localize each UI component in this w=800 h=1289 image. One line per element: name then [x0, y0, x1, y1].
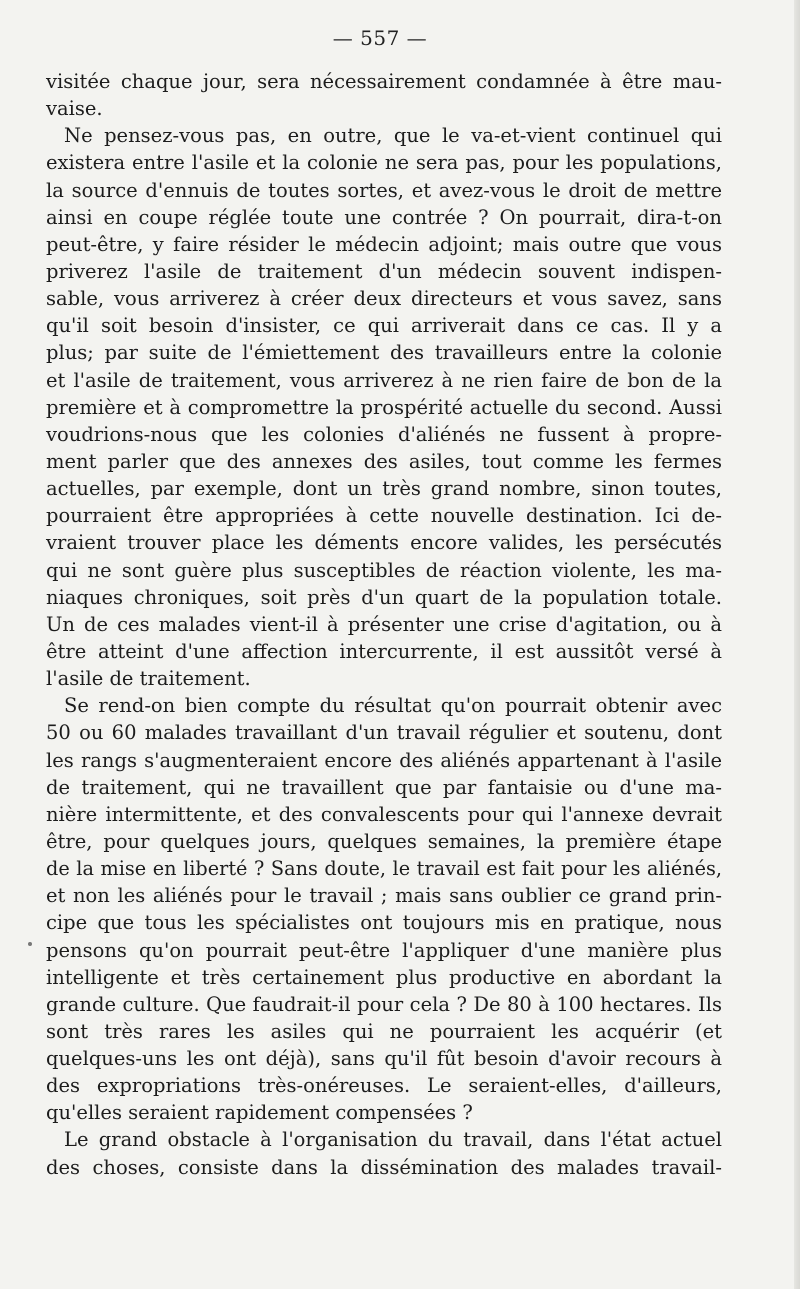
text-line: être, pour quelques jours, quelques semaines, la première étape — [46, 829, 722, 853]
text-line: des expropriations très-onéreuses. Le seraient-elles, d'ailleurs, — [46, 1074, 722, 1098]
text-line: ment parler que des annexes des asiles, tout comme les fermes — [46, 449, 722, 473]
text-line: et l'asile de traitement, vous arriverez à ne rien faire de bon de la — [46, 368, 722, 392]
text-line: peut-être, y faire résider le médecin adjoint; mais outre que vous — [46, 232, 722, 256]
text-line: intelligente et très certainement plus productive en abordant la — [46, 965, 722, 989]
text-line: de traitement, qui ne travaillent que par fantaisie ou d'une ma- — [46, 775, 722, 799]
text-line: visitée chaque jour, sera nécessairement condamnée à être mau- — [46, 70, 722, 93]
text-line: et non les aliénés pour le travail ; mais sans oublier ce grand prin- — [46, 884, 722, 908]
text-line: qu'elles seraient rapidement compensées ? — [46, 1101, 473, 1125]
text-line: Le grand obstacle à l'organisation du travail, dans l'état actuel — [64, 1128, 722, 1152]
text-line: quelques-uns les ont déjà), sans qu'il fût besoin d'avoir recours à — [46, 1047, 722, 1071]
text-line: niaques chroniques, soit près d'un quart de la population totale. — [46, 585, 722, 609]
text-line: sable, vous arriverez à créer deux directeurs et vous savez, sans — [46, 287, 722, 311]
text-line: première et à compromettre la prospérité actuelle du second. Aussi — [46, 395, 722, 419]
text-line: pensons qu'on pourrait peut-être l'appliquer d'une manière plus — [46, 938, 722, 962]
text-line: Ne pensez-vous pas, en outre, que le va-et-vient continuel qui — [64, 124, 722, 148]
text-line: plus; par suite de l'émiettement des travailleurs entre la colonie — [46, 341, 722, 365]
ink-speck — [28, 942, 32, 946]
page-edge-shadow — [794, 0, 800, 1289]
text-line: vaise. — [46, 97, 103, 121]
text-line: 50 ou 60 malades travaillant d'un travail régulier et soutenu, dont — [46, 721, 722, 745]
text-line: être atteint d'une affection intercurrente, il est aussitôt versé à — [46, 639, 722, 663]
text-line: actuelles, par exemple, dont un très grand nombre, sinon toutes, — [46, 477, 722, 501]
text-line: priverez l'asile de traitement d'un médecin souvent indispen- — [46, 259, 722, 283]
text-line: les rangs s'augmenteraient encore des aliénés appartenant à l'asile — [46, 748, 722, 772]
text-line: qu'il soit besoin d'insister, ce qui arriverait dans ce cas. Il y a — [46, 314, 722, 338]
text-line: la source d'ennuis de toutes sortes, et avez-vous le droit de mettre — [46, 178, 722, 202]
text-line: voudrions-nous que les colonies d'aliénés ne fussent à propre- — [46, 422, 722, 446]
text-line: nière intermittente, et des convalescents pour qui l'annexe devrait — [46, 802, 722, 826]
page-number: — 557 — — [332, 26, 428, 50]
text-line: existera entre l'asile et la colonie ne sera pas, pour les populations, — [46, 151, 722, 175]
text-line: Se rend-on bien compte du résultat qu'on pourrait obtenir avec — [64, 694, 722, 718]
text-line: ainsi en coupe réglée toute une contrée ? On pourrait, dira-t-on — [46, 205, 722, 229]
text-line: Un de ces malades vient-il à présenter une crise d'agitation, ou à — [46, 612, 722, 636]
text-line: grande culture. Que faudrait-il pour cela ? De 80 à 100 hectares. Ils — [46, 992, 722, 1016]
text-line: vraient trouver place les déments encore valides, les persécutés — [46, 531, 722, 555]
text-line: pourraient être appropriées à cette nouvelle destination. Ici de- — [46, 504, 722, 528]
text-line: qui ne sont guère plus susceptibles de réaction violente, les ma- — [46, 558, 722, 582]
body-text — [46, 68, 722, 1181]
text-line: sont très rares les asiles qui ne pourraient les acquérir (et — [46, 1019, 722, 1043]
text-line: cipe que tous les spécialistes ont toujours mis en pratique, nous — [46, 911, 722, 935]
text-line: l'asile de traitement. — [46, 667, 251, 691]
text-line: de la mise en liberté ? Sans doute, le travail est fait pour les aliénés, — [46, 857, 722, 881]
text-line: des choses, consiste dans la dissémination des malades travail- — [46, 1155, 722, 1179]
